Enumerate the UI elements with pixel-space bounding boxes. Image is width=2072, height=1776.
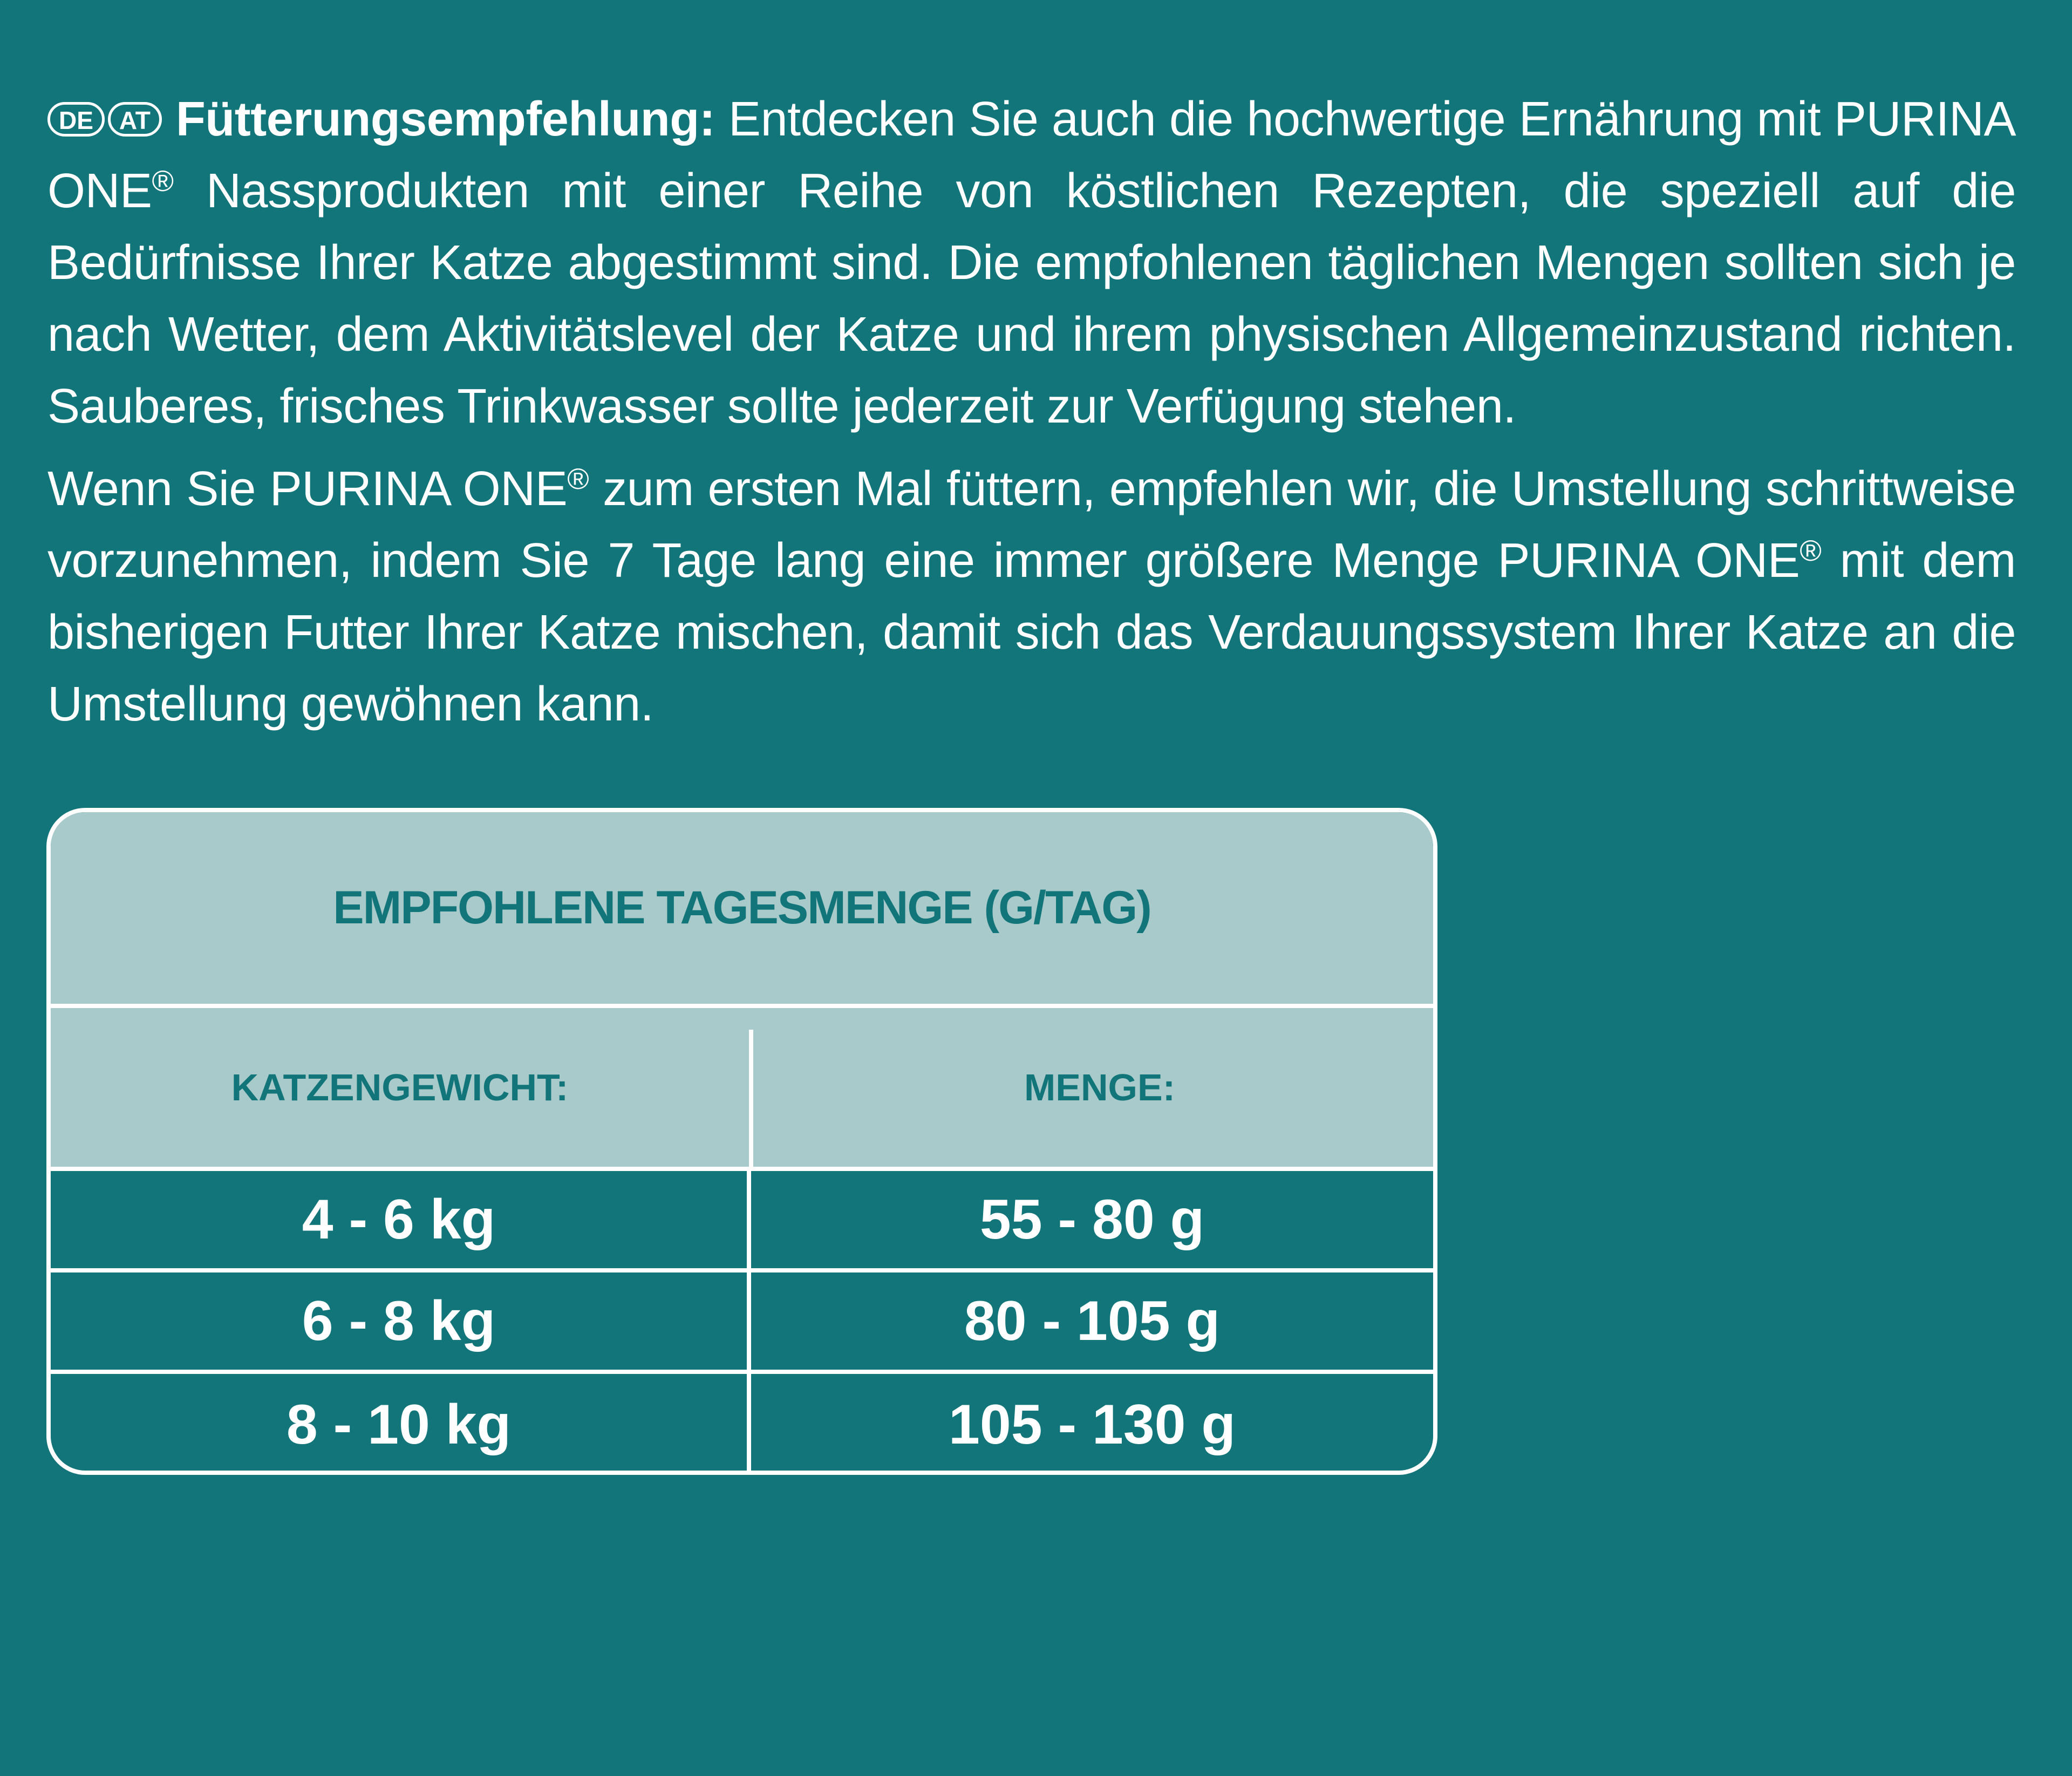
paragraph2-text-b: zum ersten Mal füttern, empfehlen wir, die Umstellung schrittweise vorzunehmen, indem Sie 7 Tage lang eine immer größere Menge PURINA ONE (47, 462, 2016, 588)
country-badge-at: AT (108, 102, 162, 137)
weight-cell: 4 - 6 kg (51, 1171, 751, 1268)
table-row (51, 1273, 1433, 1374)
country-badge-de: DE (47, 102, 105, 137)
column-header-amount: MENGE: (1024, 1066, 1175, 1108)
registered-mark: ® (152, 164, 174, 198)
table-header-row (51, 1008, 1433, 1171)
column-divider (749, 1030, 753, 1167)
paragraph-transition (47, 453, 2016, 740)
amount-cell: 80 - 105 g (964, 1289, 1220, 1352)
table-title: EMPFOHLENE TAGESMENGE (G/TAG) (51, 812, 1433, 1008)
weight-cell: 8 - 10 kg (51, 1374, 751, 1475)
column-header-weight: KATZENGEWICHT: (231, 1066, 569, 1108)
daily-amount-table (46, 808, 1437, 1475)
country-badges (47, 92, 162, 146)
feeding-recommendation-heading: Fütterungsempfehlung: (175, 92, 715, 146)
paragraph1-text-b: Nassprodukten mit einer Reihe von köstlichen Rezepten, die speziell auf die Bedürfnisse Ihrer Katze abgestimmt sind. Die empfohlenen täglichen Mengen sollten sich je nach Wetter, dem Aktivitätslevel der Katze und ihrem physischen Allgemeinzustand richten. Sauberes, frisches Trinkwasser sollte jederzeit zur Verfügung stehen. (47, 164, 2016, 433)
feeding-recommendation-text (47, 84, 2016, 740)
paragraph2-text-c: mit dem bisherigen Futter Ihrer Katze mischen, damit sich das Verdauungssystem Ihrer Katze an die Umstellung gewöhnen kann. (47, 534, 2016, 731)
weight-cell: 6 - 8 kg (51, 1273, 751, 1370)
paragraph1-text-a: Entdecken Sie auch die hochwertige Ernährung mit PURINA ONE (47, 92, 2016, 218)
table-row (51, 1171, 1433, 1273)
paragraph-intro (47, 84, 2016, 443)
registered-mark: ® (567, 462, 589, 495)
amount-cell: 55 - 80 g (979, 1188, 1205, 1251)
registered-mark: ® (1800, 534, 1822, 567)
table-row (51, 1374, 1433, 1475)
paragraph2-text-a: Wenn Sie PURINA ONE (47, 462, 568, 516)
amount-cell: 105 - 130 g (949, 1393, 1236, 1456)
